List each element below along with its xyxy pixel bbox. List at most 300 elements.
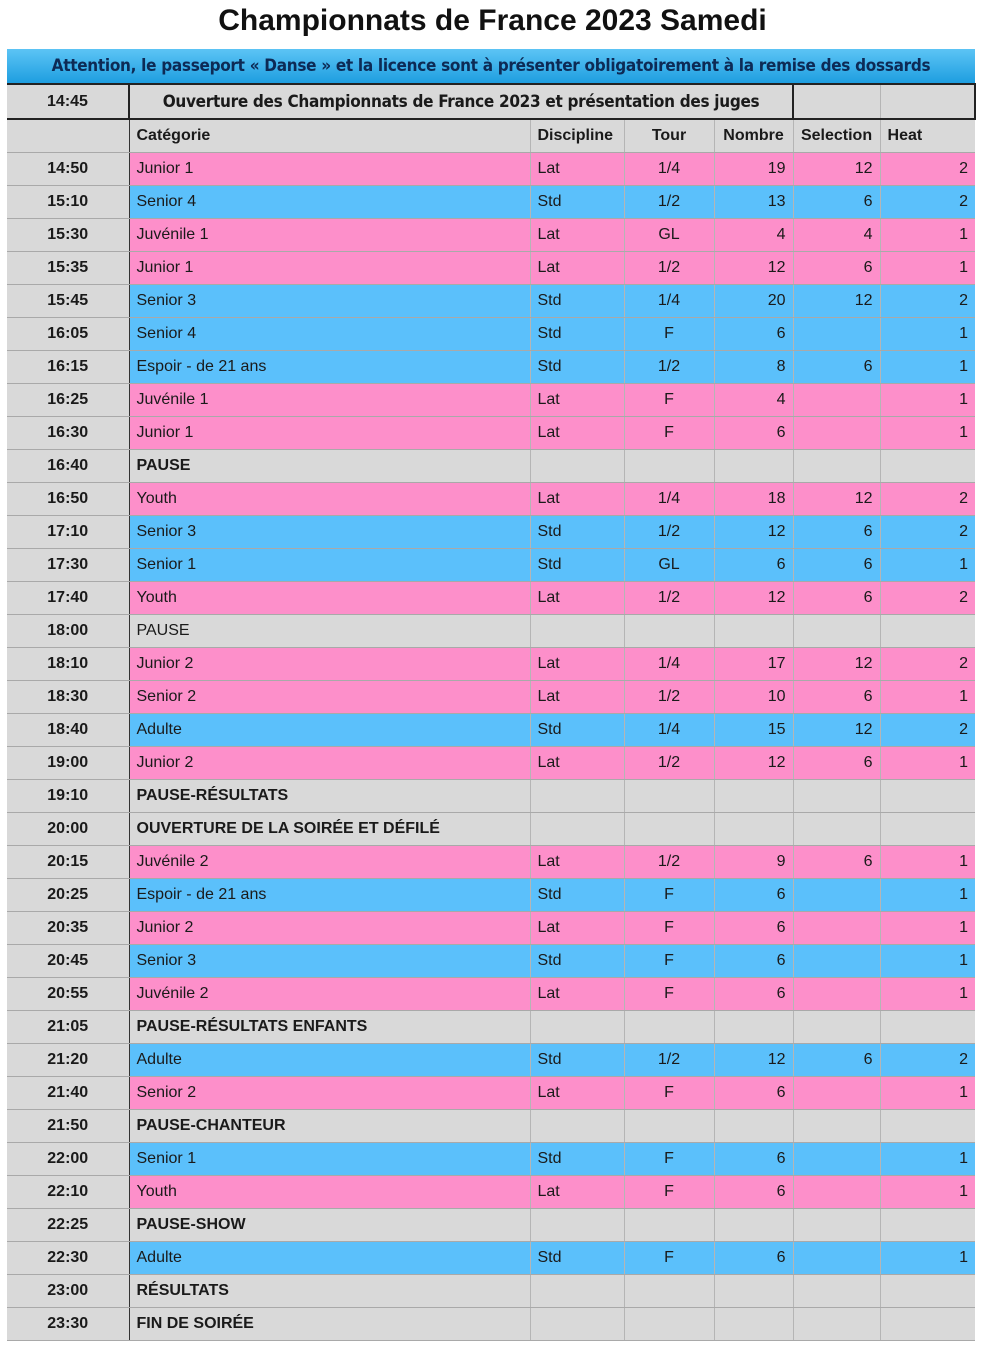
header-selection: Selection [793, 119, 880, 153]
cell-time: 17:40 [7, 582, 129, 615]
cell-heat [880, 1209, 975, 1242]
cell-tour [624, 1209, 714, 1242]
cell-nombre: 6 [714, 1143, 793, 1176]
cell-disc [530, 1110, 624, 1143]
cell-time: 17:30 [7, 549, 129, 582]
cell-heat: 2 [880, 516, 975, 549]
cell-heat: 1 [880, 1242, 975, 1275]
cell-sel: 12 [793, 153, 880, 186]
cell-nombre: 6 [714, 945, 793, 978]
cell-sel [793, 1209, 880, 1242]
cell-time: 19:00 [7, 747, 129, 780]
table-row [7, 483, 975, 516]
cell-cat: Senior 4 [129, 186, 530, 219]
table-row [7, 549, 975, 582]
table-row [7, 1176, 975, 1209]
table-row [7, 1110, 975, 1143]
cell-time: 20:25 [7, 879, 129, 912]
cell-tour: F [624, 384, 714, 417]
cell-time: 18:40 [7, 714, 129, 747]
cell-time: 22:30 [7, 1242, 129, 1275]
cell-time: 21:50 [7, 1110, 129, 1143]
table-row [7, 318, 975, 351]
cell-cat: PAUSE-RÉSULTATS ENFANTS [129, 1011, 530, 1044]
notice-banner: Attention, le passeport « Danse » et la licence sont à présenter obligatoirement à la remise des dossards [7, 49, 975, 83]
cell-time: 20:55 [7, 978, 129, 1011]
cell-nombre [714, 1275, 793, 1308]
table-row [7, 516, 975, 549]
cell-sel: 6 [793, 846, 880, 879]
cell-disc: Lat [530, 747, 624, 780]
cell-tour: F [624, 945, 714, 978]
cell-nombre: 6 [714, 1077, 793, 1110]
cell-nombre: 20 [714, 285, 793, 318]
cell-cat: FIN DE SOIRÉE [129, 1308, 530, 1341]
cell-sel [793, 615, 880, 648]
cell-tour: GL [624, 549, 714, 582]
cell-nombre: 17 [714, 648, 793, 681]
cell-sel: 6 [793, 516, 880, 549]
cell-nombre: 6 [714, 318, 793, 351]
cell-tour [624, 1308, 714, 1341]
table-row [7, 1275, 975, 1308]
cell-nombre: 6 [714, 1176, 793, 1209]
cell-sel [793, 1143, 880, 1176]
cell-cat: Adulte [129, 1044, 530, 1077]
cell-sel [793, 1242, 880, 1275]
header-heat: Heat [880, 119, 975, 153]
cell-time: 21:20 [7, 1044, 129, 1077]
cell-heat [880, 1275, 975, 1308]
cell-nombre: 6 [714, 912, 793, 945]
cell-cat: Youth [129, 483, 530, 516]
cell-sel [793, 318, 880, 351]
cell-disc [530, 1275, 624, 1308]
cell-cat: OUVERTURE DE LA SOIRÉE ET DÉFILÉ [129, 813, 530, 846]
cell-heat [880, 450, 975, 483]
cell-sel [793, 1275, 880, 1308]
cell-disc [530, 615, 624, 648]
cell-nombre [714, 1110, 793, 1143]
cell-disc [530, 780, 624, 813]
empty-cell [793, 84, 880, 119]
cell-cat: Junior 1 [129, 153, 530, 186]
cell-tour: F [624, 912, 714, 945]
cell-sel [793, 780, 880, 813]
cell-cat: Senior 2 [129, 1077, 530, 1110]
cell-cat: Senior 3 [129, 516, 530, 549]
cell-time: 16:30 [7, 417, 129, 450]
cell-nombre: 6 [714, 1242, 793, 1275]
cell-nombre: 6 [714, 978, 793, 1011]
cell-heat [880, 1011, 975, 1044]
cell-tour: F [624, 879, 714, 912]
table-row [7, 1011, 975, 1044]
cell-cat: Senior 1 [129, 549, 530, 582]
cell-disc: Lat [530, 252, 624, 285]
cell-nombre: 12 [714, 1044, 793, 1077]
header-discipline: Discipline [530, 119, 624, 153]
table-row [7, 1209, 975, 1242]
cell-time: 15:35 [7, 252, 129, 285]
cell-nombre: 12 [714, 747, 793, 780]
cell-time: 23:30 [7, 1308, 129, 1341]
table-row [7, 1242, 975, 1275]
cell-cat: RÉSULTATS [129, 1275, 530, 1308]
cell-sel: 6 [793, 351, 880, 384]
cell-heat: 2 [880, 153, 975, 186]
cell-disc: Lat [530, 483, 624, 516]
empty-cell [880, 84, 975, 119]
cell-sel [793, 879, 880, 912]
cell-disc: Std [530, 318, 624, 351]
cell-time: 15:30 [7, 219, 129, 252]
cell-nombre: 19 [714, 153, 793, 186]
table-row [7, 186, 975, 219]
cell-cat: PAUSE-SHOW [129, 1209, 530, 1242]
cell-nombre: 13 [714, 186, 793, 219]
cell-tour: 1/2 [624, 186, 714, 219]
opening-text: Ouverture des Championnats de France 2023 et présentation des juges [129, 84, 793, 119]
cell-cat: Junior 1 [129, 417, 530, 450]
cell-tour: 1/2 [624, 351, 714, 384]
table-row [7, 681, 975, 714]
cell-heat: 1 [880, 219, 975, 252]
table-row [7, 417, 975, 450]
cell-time: 16:40 [7, 450, 129, 483]
cell-disc: Std [530, 1242, 624, 1275]
cell-nombre [714, 813, 793, 846]
cell-tour: 1/2 [624, 582, 714, 615]
cell-tour [624, 1110, 714, 1143]
cell-tour: F [624, 1143, 714, 1176]
cell-tour: F [624, 1242, 714, 1275]
cell-disc: Lat [530, 681, 624, 714]
cell-time: 20:15 [7, 846, 129, 879]
table-row [7, 912, 975, 945]
cell-heat: 1 [880, 945, 975, 978]
cell-heat [880, 780, 975, 813]
cell-cat: Juvénile 2 [129, 846, 530, 879]
cell-sel [793, 813, 880, 846]
cell-disc: Lat [530, 846, 624, 879]
cell-heat: 1 [880, 318, 975, 351]
cell-cat: Senior 3 [129, 945, 530, 978]
cell-sel [793, 1077, 880, 1110]
cell-heat: 1 [880, 252, 975, 285]
cell-tour: 1/2 [624, 846, 714, 879]
cell-time: 16:50 [7, 483, 129, 516]
cell-heat: 1 [880, 912, 975, 945]
table-row [7, 219, 975, 252]
cell-nombre: 10 [714, 681, 793, 714]
cell-nombre: 12 [714, 582, 793, 615]
cell-disc: Lat [530, 1176, 624, 1209]
cell-tour [624, 1275, 714, 1308]
cell-tour: 1/2 [624, 747, 714, 780]
cell-time: 16:15 [7, 351, 129, 384]
cell-sel: 6 [793, 186, 880, 219]
cell-nombre [714, 1209, 793, 1242]
cell-nombre [714, 450, 793, 483]
cell-cat: Junior 2 [129, 912, 530, 945]
cell-tour [624, 1011, 714, 1044]
cell-tour: 1/2 [624, 1044, 714, 1077]
cell-disc [530, 1011, 624, 1044]
cell-heat: 2 [880, 483, 975, 516]
cell-nombre: 4 [714, 384, 793, 417]
cell-tour: F [624, 417, 714, 450]
cell-cat: PAUSE [129, 450, 530, 483]
cell-cat: Espoir - de 21 ans [129, 879, 530, 912]
cell-time: 14:50 [7, 153, 129, 186]
cell-disc: Lat [530, 648, 624, 681]
table-row [7, 813, 975, 846]
table-row [7, 714, 975, 747]
table-row [7, 945, 975, 978]
cell-heat: 1 [880, 978, 975, 1011]
table-row [7, 252, 975, 285]
cell-nombre: 9 [714, 846, 793, 879]
cell-disc: Std [530, 1143, 624, 1176]
cell-cat: Adulte [129, 1242, 530, 1275]
cell-disc: Lat [530, 582, 624, 615]
table-row [7, 780, 975, 813]
cell-disc: Std [530, 1044, 624, 1077]
cell-heat [880, 1110, 975, 1143]
table-row [7, 1077, 975, 1110]
cell-sel [793, 912, 880, 945]
cell-sel [793, 417, 880, 450]
table-row [7, 846, 975, 879]
cell-nombre: 4 [714, 219, 793, 252]
cell-sel [793, 384, 880, 417]
table-row [7, 153, 975, 186]
cell-disc [530, 450, 624, 483]
cell-tour: F [624, 978, 714, 1011]
table-row [7, 615, 975, 648]
cell-nombre: 12 [714, 252, 793, 285]
cell-time: 21:40 [7, 1077, 129, 1110]
header-row [7, 119, 975, 153]
cell-nombre: 6 [714, 549, 793, 582]
table-row [7, 1044, 975, 1077]
table-row [7, 648, 975, 681]
cell-sel: 6 [793, 681, 880, 714]
cell-nombre: 12 [714, 516, 793, 549]
cell-nombre: 6 [714, 417, 793, 450]
cell-tour [624, 615, 714, 648]
cell-nombre [714, 1308, 793, 1341]
cell-sel: 6 [793, 252, 880, 285]
cell-heat [880, 1308, 975, 1341]
cell-disc: Std [530, 549, 624, 582]
cell-time: 18:00 [7, 615, 129, 648]
cell-cat: Adulte [129, 714, 530, 747]
cell-tour: 1/4 [624, 285, 714, 318]
cell-disc: Lat [530, 978, 624, 1011]
cell-tour [624, 813, 714, 846]
cell-cat: Youth [129, 582, 530, 615]
cell-tour: 1/4 [624, 483, 714, 516]
cell-disc: Std [530, 714, 624, 747]
cell-disc [530, 1209, 624, 1242]
cell-disc [530, 1308, 624, 1341]
cell-heat: 1 [880, 417, 975, 450]
cell-sel [793, 945, 880, 978]
cell-time: 15:45 [7, 285, 129, 318]
cell-time: 18:30 [7, 681, 129, 714]
cell-sel: 4 [793, 219, 880, 252]
cell-nombre [714, 1011, 793, 1044]
cell-heat: 2 [880, 1044, 975, 1077]
cell-tour: F [624, 1176, 714, 1209]
cell-time: 15:10 [7, 186, 129, 219]
cell-cat: Junior 2 [129, 747, 530, 780]
cell-heat [880, 615, 975, 648]
cell-disc: Lat [530, 153, 624, 186]
cell-disc: Lat [530, 417, 624, 450]
cell-nombre: 18 [714, 483, 793, 516]
cell-sel [793, 450, 880, 483]
cell-disc: Lat [530, 1077, 624, 1110]
cell-cat: PAUSE-CHANTEUR [129, 1110, 530, 1143]
cell-time: 20:35 [7, 912, 129, 945]
cell-heat: 1 [880, 879, 975, 912]
cell-time: 22:10 [7, 1176, 129, 1209]
cell-disc: Std [530, 285, 624, 318]
header-tour: Tour [624, 119, 714, 153]
cell-tour: 1/2 [624, 252, 714, 285]
table-row [7, 879, 975, 912]
cell-sel: 12 [793, 648, 880, 681]
cell-heat: 2 [880, 648, 975, 681]
cell-sel: 12 [793, 483, 880, 516]
cell-heat: 2 [880, 186, 975, 219]
cell-cat: PAUSE-RÉSULTATS [129, 780, 530, 813]
cell-heat: 1 [880, 549, 975, 582]
page-title: Championnats de France 2023 Samedi [218, 4, 767, 37]
cell-sel [793, 1110, 880, 1143]
cell-tour: 1/4 [624, 714, 714, 747]
table-row [7, 747, 975, 780]
cell-time: 21:05 [7, 1011, 129, 1044]
cell-cat: Senior 4 [129, 318, 530, 351]
cell-sel: 6 [793, 582, 880, 615]
cell-heat: 1 [880, 846, 975, 879]
cell-cat: Junior 1 [129, 252, 530, 285]
cell-nombre [714, 615, 793, 648]
cell-disc: Std [530, 351, 624, 384]
cell-time: 16:05 [7, 318, 129, 351]
cell-sel: 12 [793, 714, 880, 747]
cell-heat: 2 [880, 285, 975, 318]
cell-sel [793, 1308, 880, 1341]
cell-cat: Espoir - de 21 ans [129, 351, 530, 384]
cell-tour [624, 450, 714, 483]
cell-heat: 1 [880, 681, 975, 714]
cell-sel: 6 [793, 747, 880, 780]
table-row [7, 582, 975, 615]
cell-time: 17:10 [7, 516, 129, 549]
cell-time: 22:25 [7, 1209, 129, 1242]
cell-heat: 1 [880, 747, 975, 780]
cell-cat: PAUSE [129, 615, 530, 648]
table-row [7, 1143, 975, 1176]
cell-sel [793, 1176, 880, 1209]
cell-cat: Junior 2 [129, 648, 530, 681]
cell-tour: GL [624, 219, 714, 252]
header-nombre: Nombre [714, 119, 793, 153]
time-header [7, 119, 129, 153]
cell-disc: Std [530, 945, 624, 978]
cell-cat: Juvénile 2 [129, 978, 530, 1011]
cell-heat: 1 [880, 351, 975, 384]
cell-nombre: 8 [714, 351, 793, 384]
cell-nombre: 15 [714, 714, 793, 747]
cell-time: 20:00 [7, 813, 129, 846]
cell-sel: 6 [793, 549, 880, 582]
cell-tour: F [624, 318, 714, 351]
cell-disc: Lat [530, 219, 624, 252]
cell-disc: Std [530, 516, 624, 549]
cell-disc: Std [530, 186, 624, 219]
table-row [7, 1308, 975, 1341]
cell-sel [793, 978, 880, 1011]
cell-time: 19:10 [7, 780, 129, 813]
cell-cat: Juvénile 1 [129, 384, 530, 417]
cell-heat: 1 [880, 1143, 975, 1176]
cell-time: 22:00 [7, 1143, 129, 1176]
cell-cat: Juvénile 1 [129, 219, 530, 252]
cell-cat: Senior 1 [129, 1143, 530, 1176]
cell-tour: 1/2 [624, 681, 714, 714]
cell-cat: Senior 3 [129, 285, 530, 318]
cell-cat: Youth [129, 1176, 530, 1209]
table-row [7, 351, 975, 384]
cell-disc: Lat [530, 912, 624, 945]
schedule-table [7, 83, 976, 1341]
cell-time: 20:45 [7, 945, 129, 978]
cell-disc [530, 813, 624, 846]
cell-tour: 1/2 [624, 516, 714, 549]
header-categorie: Catégorie [129, 119, 530, 153]
cell-disc: Std [530, 879, 624, 912]
cell-time: 18:10 [7, 648, 129, 681]
cell-time: 16:25 [7, 384, 129, 417]
cell-heat: 2 [880, 714, 975, 747]
cell-time: 23:00 [7, 1275, 129, 1308]
cell-sel: 12 [793, 285, 880, 318]
cell-tour: 1/4 [624, 153, 714, 186]
cell-tour: 1/4 [624, 648, 714, 681]
cell-heat [880, 813, 975, 846]
cell-tour [624, 780, 714, 813]
cell-disc: Lat [530, 384, 624, 417]
cell-heat: 1 [880, 1176, 975, 1209]
table-row [7, 384, 975, 417]
table-row [7, 285, 975, 318]
cell-tour: F [624, 1077, 714, 1110]
opening-time: 14:45 [7, 84, 129, 119]
cell-heat: 1 [880, 384, 975, 417]
cell-cat: Senior 2 [129, 681, 530, 714]
cell-heat: 2 [880, 582, 975, 615]
cell-nombre: 6 [714, 879, 793, 912]
opening-row [7, 84, 975, 119]
table-row [7, 978, 975, 1011]
cell-nombre [714, 780, 793, 813]
